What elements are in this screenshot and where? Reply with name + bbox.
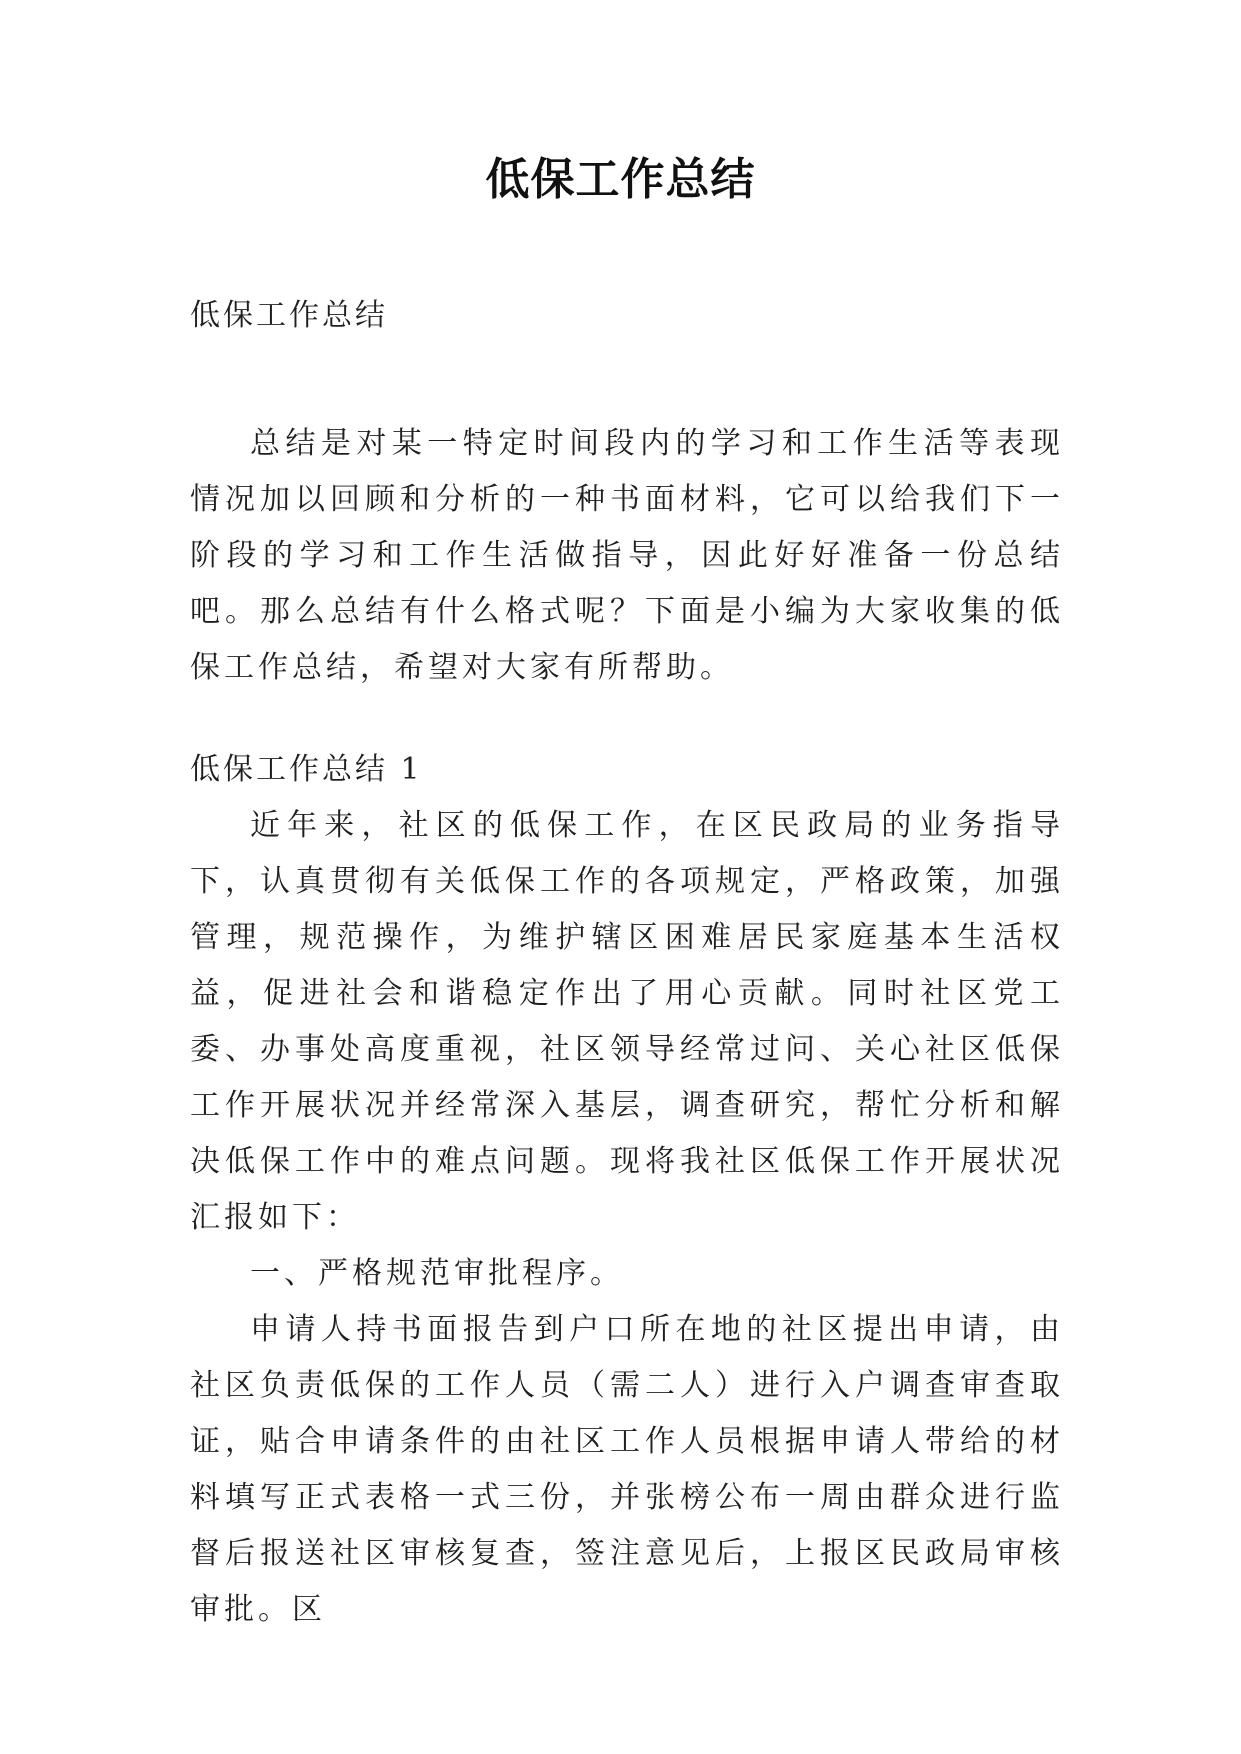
spacer [190,344,1064,416]
document-title: 低保工作总结 [485,154,756,205]
body-paragraph-1: 近年来，社区的低保工作，在区民政局的业务指导下，认真贯彻有关低保工作的各项规定，严格政策，加强管理，规范操作，为维护辖区困难居民家庭基本生活权益，促进社会和谐稳定作出了用心贡献。同时社区党工委、办事处高度重视，社区领导经常过问、关心社区低保工作开展状况并经常深入基层，调查研究，帮忙分析和解决低保工作中的难点问题。现将我社区低保工作开展状况汇报如下： [190,808,1064,1235]
section-heading: 低保工作总结 1 [190,752,423,787]
spacer [190,696,1064,742]
document-body [190,288,1064,1638]
intro-paragraph: 总结是对某一特定时间段内的学习和工作生活等表现情况加以回顾和分析的一种书面材料，它可以给我们下一阶段的学习和工作生活做指导，因此好好准备一份总结吧。那么总结有什么格式呢？下面是小编为大家收集的低保工作总结，希望对大家有所帮助。 [190,426,1064,685]
body-paragraph-2: 申请人持书面报告到户口所在地的社区提出申请，由社区负责低保的工作人员（需二人）进行入户调查审查取证，贴合申请条件的由社区工作人员根据申请人带给的材料填写正式表格一式三份，并张榜公布一周由群众进行监督后报送社区审核复查，签注意见后，上报区民政局审核审批。区 [190,1312,1064,1627]
document-subtitle: 低保工作总结 [190,298,388,333]
item-heading-1: 一、严格规范审批程序。 [250,1256,624,1291]
